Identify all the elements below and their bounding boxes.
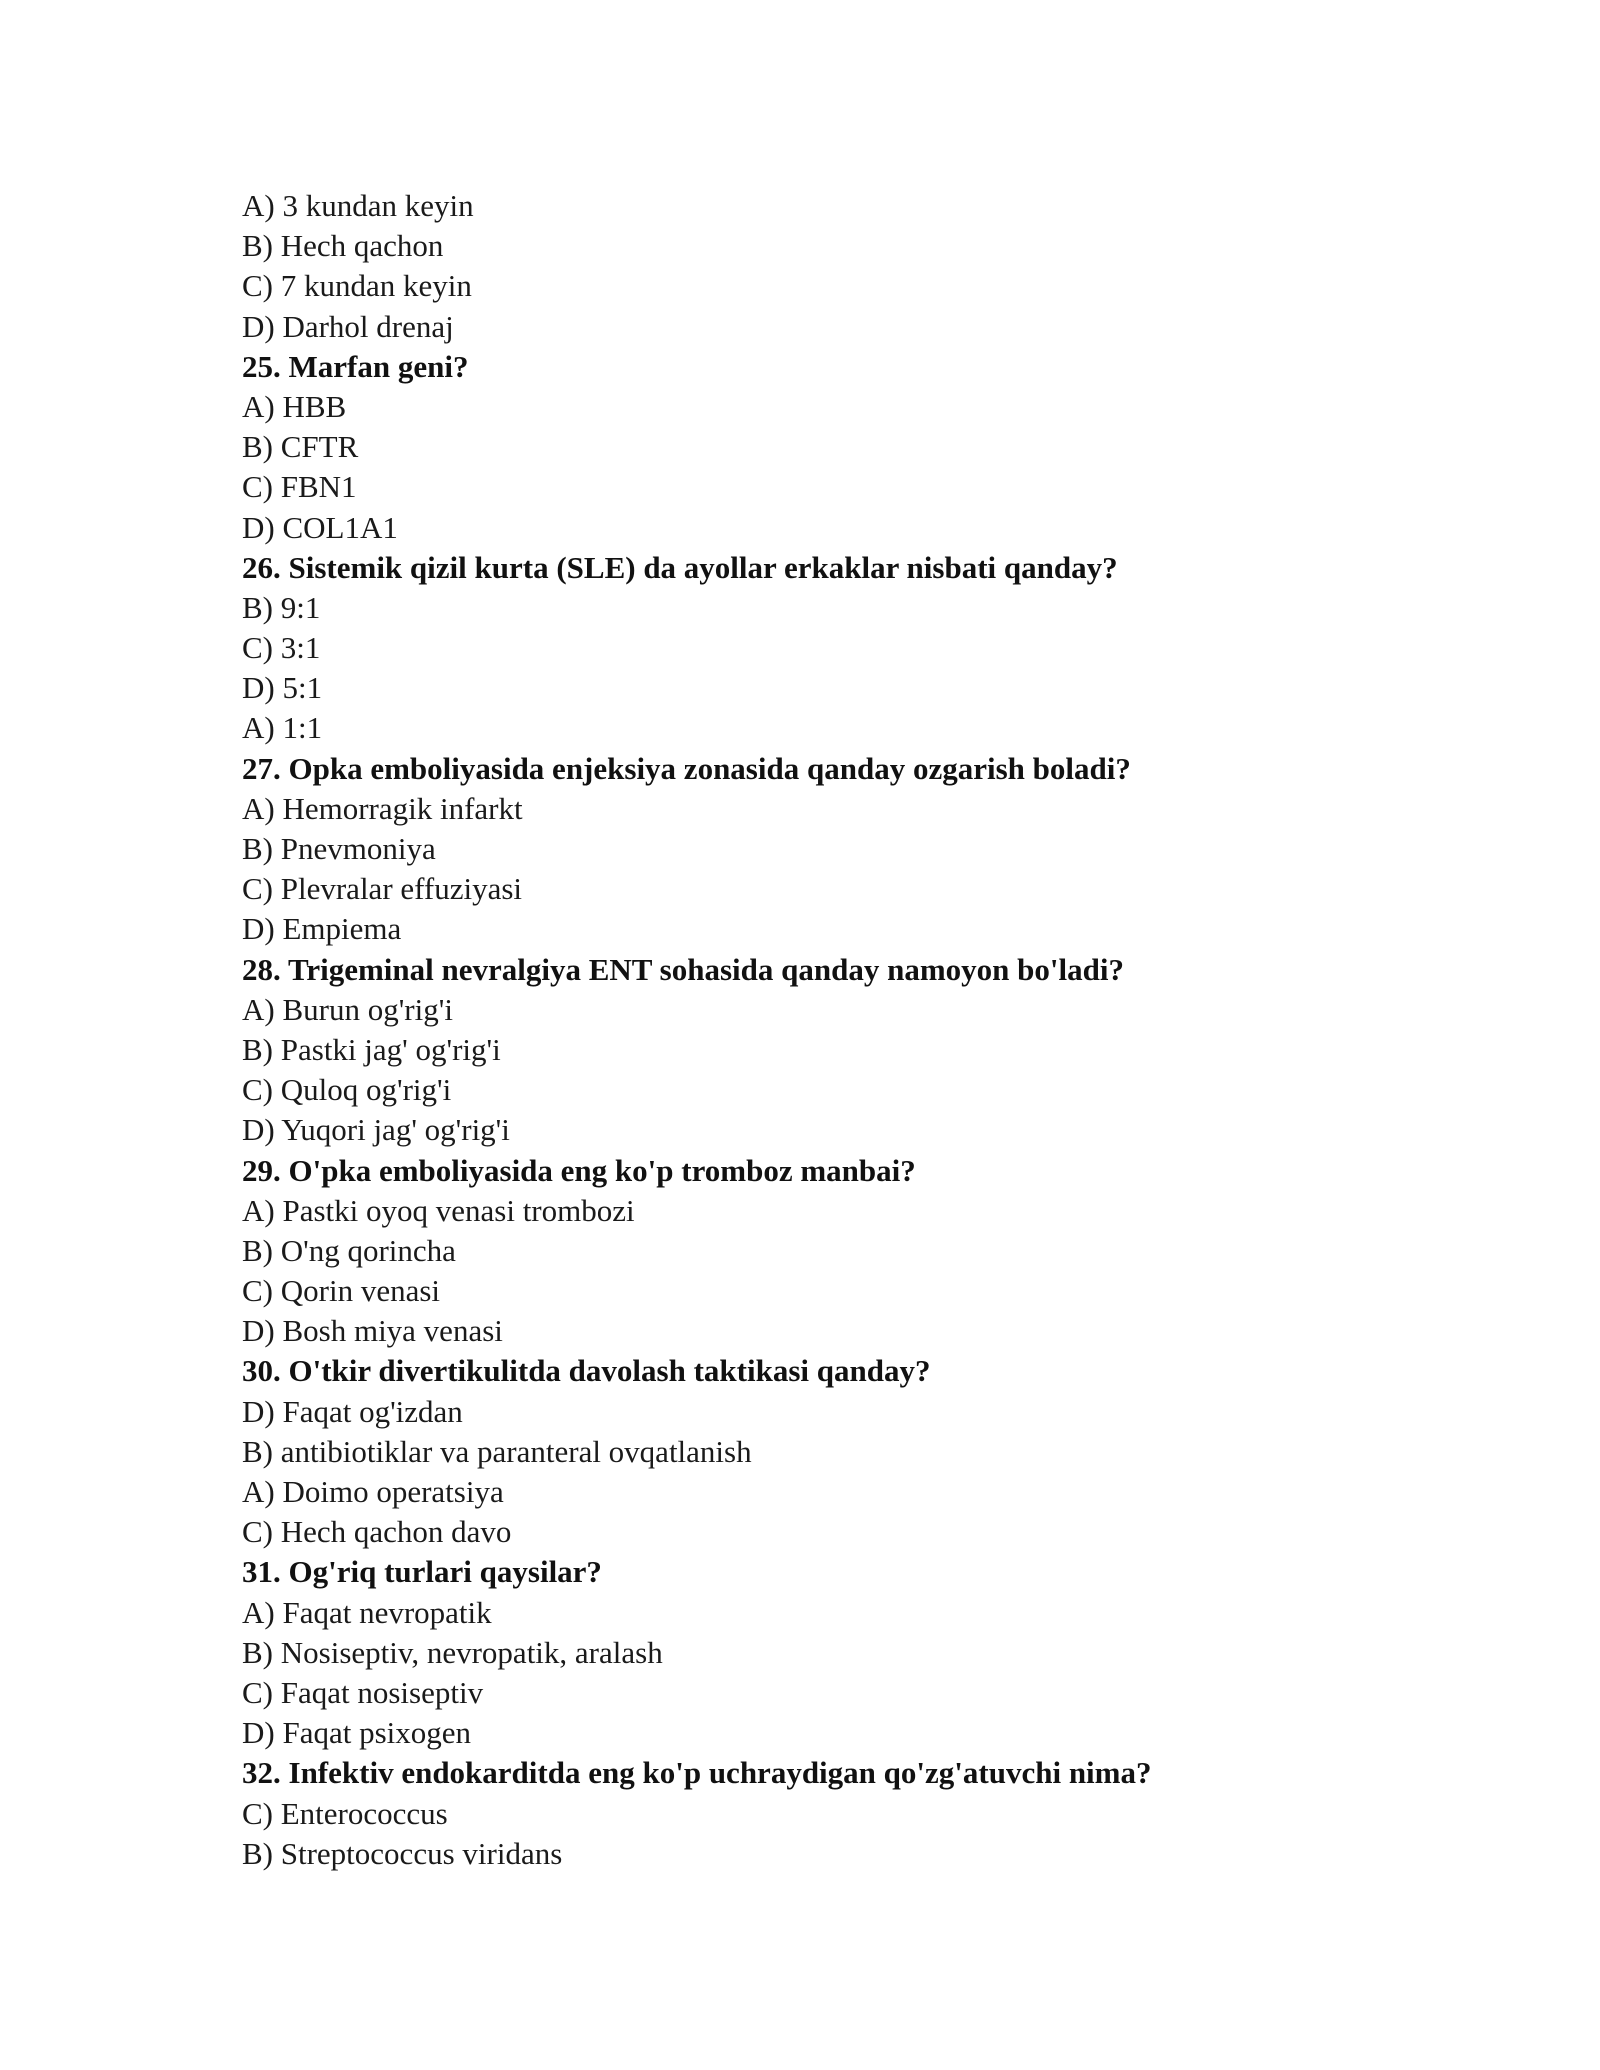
answer-option: A) Faqat nevropatik	[242, 1594, 492, 1630]
answer-option: C) Hech qachon davo	[242, 1514, 512, 1550]
question-heading: 25. Marfan geni?	[242, 348, 469, 384]
answer-option: B) O'ng qorincha	[242, 1232, 456, 1268]
answer-option: D) COL1A1	[242, 509, 398, 545]
answer-option: C) FBN1	[242, 469, 357, 505]
answer-option: B) Nosiseptiv, nevropatik, aralash	[242, 1634, 663, 1670]
question-heading: 31. Og'riq turlari qaysilar?	[242, 1554, 602, 1590]
answer-option: B) Streptococcus viridans	[242, 1835, 563, 1871]
answer-option: D) Faqat og'izdan	[242, 1393, 463, 1429]
answer-option: A) Hemorragik infarkt	[242, 790, 523, 826]
answer-option: C) Quloq og'rig'i	[242, 1072, 452, 1108]
answer-option: C) 7 kundan keyin	[242, 268, 472, 304]
answer-option: B) Pastki jag' og'rig'i	[242, 1031, 501, 1067]
answer-option: B) 9:1	[242, 589, 321, 625]
answer-option: D) Faqat psixogen	[242, 1715, 472, 1751]
question-heading: 27. Opka emboliyasida enjeksiya zonasida qanday ozgarish boladi?	[242, 750, 1131, 786]
answer-option: C) Enterococcus	[242, 1795, 448, 1831]
answer-option: A) 1:1	[242, 710, 323, 746]
answer-option: D) Bosh miya venasi	[242, 1313, 503, 1349]
answer-option: B) antibiotiklar va paranteral ovqatlanish	[242, 1433, 752, 1469]
answer-option: B) Hech qachon	[242, 228, 444, 264]
answer-option: C) Plevralar effuziyasi	[242, 871, 523, 907]
answer-option: A) Doimo operatsiya	[242, 1474, 504, 1509]
answer-option: C) Faqat nosiseptiv	[242, 1674, 484, 1710]
answer-option: A) Pastki oyoq venasi trombozi	[242, 1192, 635, 1228]
question-heading: 26. Sistemik qizil kurta (SLE) da ayollar erkaklar nisbati qanday?	[242, 549, 1118, 585]
answer-option: C) 3:1	[242, 630, 321, 666]
answer-option: D) Empiema	[242, 911, 402, 947]
answer-option: D) Yuqori jag' og'rig'i	[242, 1112, 510, 1148]
question-heading: 30. O'tkir divertikulitda davolash taktikasi qanday?	[242, 1353, 931, 1389]
answer-option: A) 3 kundan keyin	[242, 188, 474, 223]
question-heading: 29. O'pka emboliyasida eng ko'p tromboz manbai?	[242, 1152, 916, 1188]
question-heading: 28. Trigeminal nevralgiya ENT sohasida qanday namoyon bo'ladi?	[242, 951, 1124, 987]
question-heading: 32. Infektiv endokarditda eng ko'p uchraydigan qo'zg'atuvchi nima?	[242, 1755, 1152, 1791]
answer-option: C) Qorin venasi	[242, 1273, 441, 1309]
answer-option: A) HBB	[242, 388, 347, 424]
answer-option: D) Darhol drenaj	[242, 308, 454, 344]
quiz-content	[242, 186, 1542, 1874]
answer-option: B) Pnevmoniya	[242, 831, 436, 866]
answer-option: D) 5:1	[242, 670, 323, 706]
answer-option: A) Burun og'rig'i	[242, 991, 453, 1027]
answer-option: B) CFTR	[242, 429, 359, 465]
